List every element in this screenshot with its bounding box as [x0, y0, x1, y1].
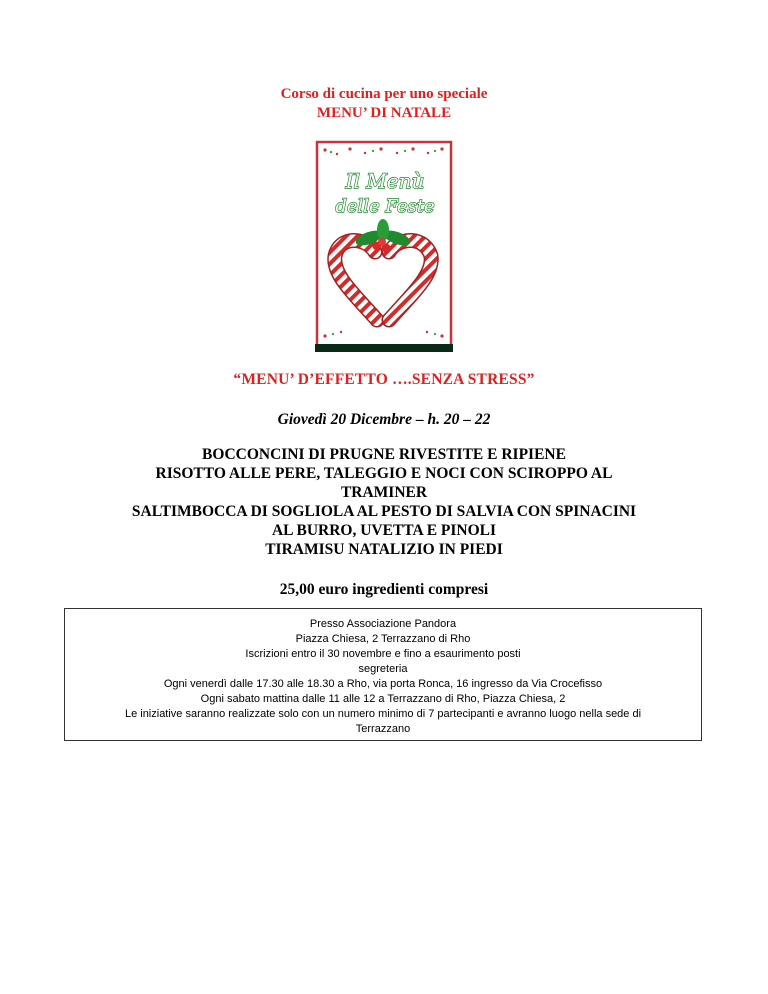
- dish-line: RISOTTO ALLE PERE, TALEGGIO E NOCI CON SCIROPPO AL: [155, 465, 613, 482]
- christmas-menu-card-image: [315, 140, 453, 352]
- info-line: Ogni sabato mattina dalle 11 alle 12 a Terrazzano di Rho, Piazza Chiesa, 2: [200, 693, 566, 705]
- dish-line: BOCCONCINI DI PRUGNE RIVESTITE E RIPIENE: [202, 446, 566, 463]
- info-box: [64, 608, 702, 741]
- menu-dishes: [60, 445, 708, 559]
- info-line: Le iniziative saranno realizzate solo con un numero minimo di 7 partecipanti e avranno luogo nella sede di: [124, 708, 642, 720]
- price: 25,00 euro ingredienti compresi: [279, 581, 489, 598]
- card-caption-1: Il Menù: [345, 169, 425, 193]
- info-line: Presso Associazione Pandora: [309, 618, 457, 630]
- info-line: Ogni venerdì dalle 17.30 alle 18.30 a Rho, via porta Ronca, 16 ingresso da Via Crocefisso: [163, 678, 603, 690]
- dish-line: TIRAMISU NATALIZIO IN PIEDI: [265, 541, 503, 558]
- info-line: segreteria: [358, 663, 408, 675]
- dish-line: AL BURRO, UVETTA E PINOLI: [271, 522, 497, 539]
- info-line: Iscrizioni entro il 30 novembre e fino a esaurimento posti: [245, 648, 521, 660]
- event-date: Giovedì 20 Dicembre – h. 20 – 22: [277, 411, 491, 428]
- menu-title: MENU’ DI NATALE: [316, 105, 452, 121]
- course-title: Corso di cucina per uno speciale: [280, 86, 488, 102]
- slogan: “MENU’ D’EFFETTO ….SENZA STRESS”: [233, 371, 535, 388]
- info-line: Piazza Chiesa, 2 Terrazzano di Rho: [295, 633, 471, 645]
- dish-line: TRAMINER: [340, 484, 428, 501]
- info-line: Terrazzano: [355, 723, 411, 735]
- dish-line: SALTIMBOCCA DI SOGLIOLA AL PESTO DI SALVIA CON SPINACINI: [131, 503, 637, 520]
- card-caption-2: delle Feste: [335, 196, 435, 217]
